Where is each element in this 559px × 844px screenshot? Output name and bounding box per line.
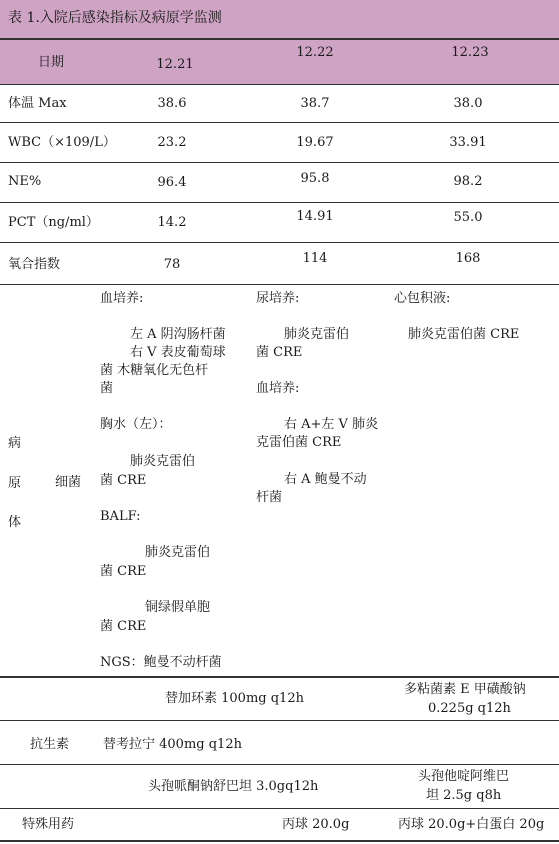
col3-line: 心包积液: — [394, 291, 451, 306]
special-label: 特殊用药 — [22, 817, 75, 832]
row-rule — [0, 764, 559, 765]
row-rule — [0, 720, 559, 721]
row-value: 14.2 — [157, 215, 187, 230]
col1-line: 铜绿假单胞 — [145, 600, 211, 615]
table-title: 表 1.入院后感染指标及病原学监测 — [8, 10, 222, 26]
col2-line: 克雷伯菌 CRE — [256, 435, 342, 450]
col3-line: 肺炎克雷伯菌 CRE — [408, 327, 520, 342]
col1-line: 肺炎克雷伯 — [130, 454, 196, 469]
row-value: 23.2 — [157, 135, 187, 150]
col1-line: BALF: — [100, 509, 141, 524]
antibiotic-drug-2-line2: 0.225g q12h — [428, 701, 511, 716]
row-value: 98.2 — [453, 174, 483, 189]
col2-line: 肺炎克雷伯 — [284, 327, 350, 342]
col2-line: 血培养: — [256, 381, 300, 396]
row-value: 95.8 — [300, 171, 330, 186]
row-value: 33.91 — [449, 135, 487, 150]
row-rule — [0, 162, 559, 163]
header-date-3: 12.23 — [451, 45, 489, 60]
col1-line: 肺炎克雷伯 — [145, 545, 211, 560]
header-rule — [0, 84, 559, 85]
col1-line: 左 A 阴沟肠杆菌 — [130, 327, 226, 342]
row-rule — [0, 122, 559, 123]
col2-line: 杆菌 — [256, 490, 283, 505]
header-date-label: 日期 — [38, 55, 65, 70]
row-label-wbc: WBC（×109/L） — [8, 135, 116, 150]
row-label-pct: PCT（ng/ml） — [8, 215, 99, 230]
col2-line: 尿培养: — [256, 291, 300, 306]
pathogen-sublabel: 细菌 — [55, 475, 82, 490]
pathogen-label-char: 体 — [8, 515, 22, 530]
antibiotic-drug-2-line1: 多粘菌素 E 甲磺酸钠 — [404, 682, 526, 697]
row-value: 78 — [163, 257, 181, 272]
header-date-2: 12.22 — [296, 45, 334, 60]
pathogen-label-char: 原 — [8, 476, 22, 491]
col1-line: NGS：鲍曼不动杆菌 — [100, 655, 222, 670]
row-label-temp: 体温 Max — [8, 96, 67, 111]
col1-line: 右 V 表皮葡萄球 — [130, 345, 226, 360]
col1-line: 胸水（左）： — [100, 417, 172, 432]
row-label-oxygenation: 氧合指数 — [8, 257, 61, 272]
antibiotic-drug-5-line2: 坦 2.5g q8h — [426, 788, 502, 803]
row-rule — [0, 284, 559, 285]
antibiotic-drug-1: 替加环素 100mg q12h — [165, 691, 304, 706]
row-value: 168 — [455, 251, 481, 266]
special-value-2: 丙球 20.0g — [282, 817, 350, 832]
antibiotic-label: 抗生素 — [30, 737, 70, 752]
col1-line: 菌 — [100, 381, 114, 396]
antibiotic-drug-4: 头孢哌酮钠舒巴坦 3.0gq12h — [148, 779, 319, 794]
col2-line: 菌 CRE — [256, 345, 303, 360]
row-value: 38.7 — [300, 96, 330, 111]
col1-line: 菌 CRE — [100, 564, 147, 579]
col1-line: 菌 木糖氧化无色杆 — [100, 363, 209, 378]
section-rule — [0, 676, 559, 678]
row-rule — [0, 242, 559, 243]
bottom-rule — [0, 840, 559, 842]
row-rule — [0, 808, 559, 809]
row-value: 19.67 — [296, 135, 334, 150]
row-value: 96.4 — [157, 175, 187, 190]
row-rule — [0, 202, 559, 203]
row-value: 55.0 — [453, 210, 483, 225]
pathogen-label-char: 病 — [8, 436, 22, 451]
col2-line: 右 A+左 V 肺炎 — [284, 417, 379, 432]
row-value: 14.91 — [296, 209, 334, 224]
col2-line: 右 A 鲍曼不动 — [284, 472, 367, 487]
row-label-ne: NE% — [8, 174, 42, 189]
header-date-1: 12.21 — [156, 57, 194, 72]
col1-line: 菌 CRE — [100, 473, 147, 488]
col1-line: 血培养: — [100, 291, 144, 306]
antibiotic-drug-5-line1: 头孢他啶阿维巴 — [418, 769, 510, 784]
row-value: 38.0 — [453, 96, 483, 111]
row-value: 38.6 — [157, 96, 187, 111]
row-value: 114 — [302, 251, 328, 266]
antibiotic-drug-3: 替考拉宁 400mg q12h — [103, 737, 242, 752]
special-value-3: 丙球 20.0g+白蛋白 20g — [398, 817, 545, 832]
col1-line: 菌 CRE — [100, 619, 147, 634]
